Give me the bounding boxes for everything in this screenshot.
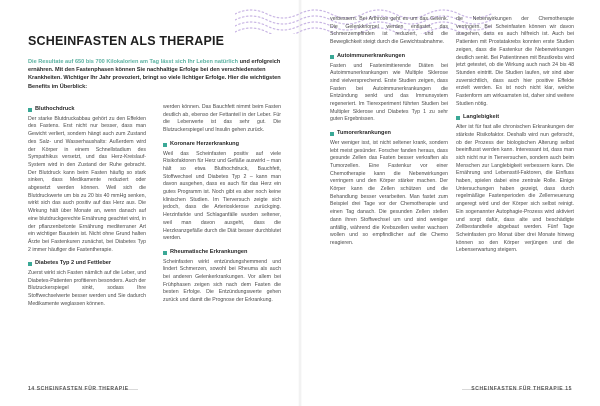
section-label: Tumorerkrankungen <box>337 130 391 137</box>
section-label: Rheumatische Erkrankungen <box>170 248 248 255</box>
section-heading <box>28 260 146 268</box>
page-title: SCHEINFASTEN ALS THERAPIE <box>28 34 225 48</box>
body-paragraph: Zuerst wirkt sich Fasten nämlich auf die Leber, und Diabetes-Patienten profitieren besonders. Auch der Blutzuckerspiegel sinkt, sodass Ihre Stoffwechselwerte besser werden und Sie dadurch Medikamente weglassen können. <box>28 270 146 307</box>
section-heading <box>330 53 448 61</box>
footer-left: 14 SCHEINFASTEN FÜR THERAPIE <box>28 386 129 392</box>
text-column-4 <box>456 16 574 261</box>
bullet-square-icon <box>28 262 32 266</box>
section-heading <box>28 106 146 114</box>
section-label: Langlebigkeit <box>463 114 500 121</box>
section-heading <box>456 114 574 122</box>
bullet-square-icon <box>330 132 334 136</box>
bullet-square-icon <box>330 55 334 59</box>
body-paragraph: Scheinfasten wirkt entzündungshemmend und lindert Schmerzen, sowohl bei Rheuma als auch bei anderen Gelenkerkrankungen. Vor allem bei Frühphasen zeigen sich nach dem Fasten die besten Erfolge. Die Entzündungswerte gehen zurück und damit die Prognose der Erkrankung. <box>163 258 281 304</box>
section-label: Koronare Herzerkrankung <box>170 140 240 147</box>
body-paragraph: werden können. Das Bauchfett nimmt beim Fasten deutlich ab, ebenso der Fettanteil in der Leber. Für die Leberwerte ist das sehr gut. Die Blutzuckerspiegel und Insulin gehen zurück. <box>163 104 281 134</box>
bullet-square-icon <box>28 108 32 112</box>
page-gutter <box>298 0 302 406</box>
lead-accent: Die Resultate auf 650 bis 700 Kilokalorien am Tag lässt sich Ihr Leben natürlich <box>28 59 239 65</box>
text-column-2 <box>163 104 281 311</box>
body-paragraph: Wer weniger isst, ist nicht seltener krank, sondern lebt meist gesünder. Forscher fanden heraus, dass gesunde Zellen das Fasten besser verkraften als Tumorzellen. Eine Fastenkur vor einer Chemotherapie kann die Nebenwirkungen verringern und den Körper stärker machen. Der Körper kann die Zellen schützen und die Behandlung besser verarbeiten. Man fastet zum Beispiel drei Tage vor der Chemotherapie und einen Tag danach. Die gesunden Zellen stellen dann ihren Stoffwechsel um und sind weniger anfällig, während die Krebszellen weiter wachsen wollen und so empfindlicher auf die Chemo reagieren. <box>330 139 448 246</box>
section-label: Bluthochdruck <box>35 106 75 112</box>
body-paragraph: die Nebenwirkungen der Chemotherapie verringern. Bei Scheinfasten können wir davon ausgehen, dass es auch hilfreich ist. Auch bei Patienten mit Prostatakrebs konnten erste Studien zeigen, dass die Fastenkur die Nebenwirkungen deutlich senkt. Bei Patientinnen mit Brustkrebs wird jetzt getestet, ob die Wirkung auch nach 24 bis 48 Stunden eintritt. Die Studien laufen, wir sind aber zuversichtlich, dass auch hier positive Effekte erzielt werden. Es ist noch nicht klar, welche Fastenform am wirksamsten ist, daher sind weitere Studien nötig. <box>456 16 574 107</box>
section-heading <box>163 249 281 257</box>
body-paragraph: Weil das Scheinfasten positiv auf viele Risikofaktoren für Herz und Gefäße auswirkt – man hält so etwa Bluthochdruck, Bauchfett, Stoffwechsel und Diabetes Typ 2 – kann man davon ausgehen, dass es auch für das Herz ein gutes Programm ist. Noch gibt es aber noch keine klinischen Studien. Im Tierversuch zeigte sich jedoch, dass die Arteriosklerose zurückging. Herzinfarkte und Schlaganfälle wurden seltener, weil man davon ausgeht, dass die Herzkranzgefäße durch die Diät besser durchblutet werden. <box>163 150 281 242</box>
bullet-square-icon <box>163 251 167 255</box>
lead-rest: und erfolgreich ernähren. Mit den Fastenphasen können Sie nachhaltige Erfolge bei den verschiedensten Krankheiten. Wichtiger Ihr Jahr provoziert, bringt so viele lichtiger Erfolge. Hier die wichtigsten Benefits im Überblick: <box>28 59 281 90</box>
footer-right: SCHEINFASTEN FÜR THERAPIE 15 <box>471 386 572 392</box>
section-label: Autoimmunerkrankungen <box>337 52 406 59</box>
text-column-1 <box>28 104 146 315</box>
body-paragraph: Alter ist für fast alle chronischen Erkrankungen der stärkste Risikofaktor. Deshalb wird nun geforscht, ob der Prozess der biologischen Alterung selbst beeinflusst werden kann. Interessant ist, dass man sich nicht nur in Tierversuchen, sondern auch beim Menschen zur Langlebigkeit verbessern kann. Die Ernährung und Lebensstil-Faktoren, die Einfluss haben, spielen dabei eine zentrale Rolle. Einige Untersuchungen haben gezeigt, dass durch regelmäßige Fastenperioden die Zellerneuerung angeregt wird und der Körper sich selbst reinigt. Ein sogenannter Autophagie-Prozess wird aktiviert und sorgt dafür, dass alte und beschädigte Zellbestandteile abgebaut werden. Fünf Tage Scheinfasten pro Monat über drei Monate hinweg können so den Körper verjüngen und die Lebenserwartung steigern. <box>456 124 574 254</box>
section-heading <box>330 130 448 138</box>
section-heading <box>163 141 281 149</box>
bullet-square-icon <box>456 116 460 120</box>
section-label: Diabetes Typ 2 und Fettleber <box>35 260 112 267</box>
body-paragraph: Der starke Blutdruckabbau gehört zu den Effekten des Fastens. Erst nicht nur besser, dass man Gewicht verliert, sondern hängt auch zum Zustand des Salz- und Wasserhaushalts: Außerdem wird der Körper in einem Schnellstadium des Sympathikus versetzt, und das Herz-Kreislauf-System wird in den Zustand der Ruhe gebracht. Der Blutdruck kann beim Fasten häufig so stark sinken, dass Medikamente reduziert oder abgesetzt werden können. Weil sich die Blutdruckwerte um bis zu 20 bis 40 mmHg senken, wirkt sich das auch positiv auf das Herz aus. Die Wirkung hält über Monate an, wenn danach auf eine blutdruckgerechte Ernährung geachtet wird, in der pflanzenbetonte Ernährung mediterraner Art ein wichtiger Baustein ist. Nicht ohne Grund halten Ärzte bei Fastenkuren zunächst, bei Diabetes Typ 2 immer häufiger die Fastentherapie. <box>28 115 146 253</box>
text-column-3 <box>330 16 448 254</box>
bullet-square-icon <box>163 143 167 147</box>
lead-paragraph <box>28 58 296 91</box>
body-paragraph: verbessern. Bei Arthrose geht es um das Gelenk. Die Gelenkknorpel werden entlastet, das Schmerzempfinden ist reduziert, und die Beweglichkeit steigt durch die Gewichtsabnahme. <box>330 16 448 46</box>
body-paragraph: Fasten und Fastenimitierende Diäten bei Autoimmunerkrankungen wie Multiple Sklerose sind vielversprechend. Erste Studien zeigen, dass Fasten bei Autoimmunerkrankungen die Entzündung senkt und das Immunsystem regeneriert. Im Tierexperiment führten Studien bei Multipler Sklerose und Diabetes Typ 1 zu sehr guten Ergebnissen. <box>330 62 448 123</box>
